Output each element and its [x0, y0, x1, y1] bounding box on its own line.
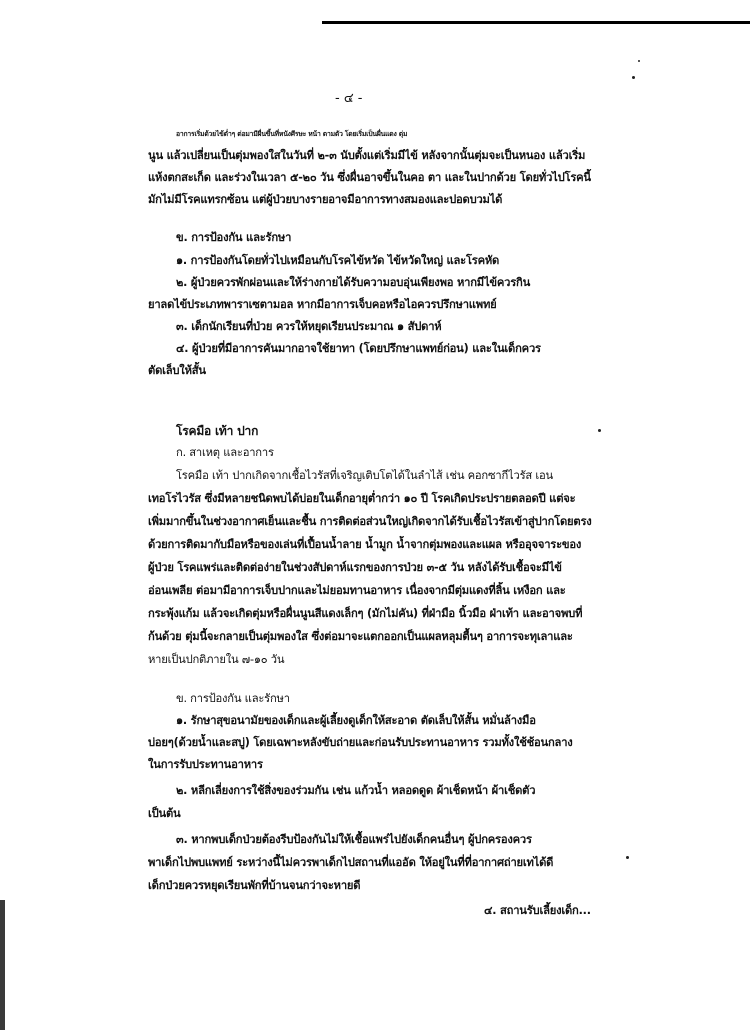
section-heading: ข. การป้องกัน และรักษา [176, 231, 292, 244]
list-item: ๒. ผู้ป่วยควรพักผ่อนและให้ร่างกายได้รับความอบอุ่นเพียงพอ หากมีไข้ควรกิน [176, 276, 531, 289]
text-line: ในการรับประทานอาหาร [148, 758, 263, 771]
text-line: ยาลดไข้ประเภทพาราเซตามอล หากมีอาการเจ็บคอหรือไอควรปรึกษาแพทย์ [148, 298, 497, 311]
text-line: นูน แล้วเปลี่ยนเป็นตุ่มพองใสในวันที่ ๒-๓ นับตั้งแต่เริ่มมีไข้ หลังจากนั้นตุ่มจะเป็นหนอง แล้วเริ่ม [148, 149, 586, 162]
text-line: ก้นด้วย ตุ่มนี้จะกลายเป็นตุ่มพองใส ซึ่งต่อมาจะแตกออกเป็นแผลหลุมตื้นๆ อาการจะทุเลาและ [148, 630, 573, 643]
text-line: พาเด็กไปพบแพทย์ ระหว่างนี้ไม่ควรพาเด็กไปสถานที่แออัด ให้อยู่ในที่ที่อากาศถ่ายเทได้ดี [148, 856, 554, 869]
disease-heading: โรคมือ เท้า ปาก [176, 424, 259, 438]
text-line: เทอโรไวรัส ซึ่งมีหลายชนิดพบได้บ่อยในเด็กอายุต่ำกว่า ๑๐ ปี โรคเกิดประปรายตลอดปี แต่จะ [148, 492, 576, 505]
list-item: ๓. เด็กนักเรียนที่ป่วย ควรให้หยุดเรียนประมาณ ๑ สัปดาห์ [176, 320, 442, 333]
text-line: ด้วยการติดมากับมือหรือของเล่นที่เปื้อนน้ำลาย น้ำมูก น้ำจากตุ่มพองและแผล หรืออุจจาระของ [148, 538, 582, 551]
scan-speck [632, 76, 635, 79]
text-line: อาการเริ่มด้วยไข้ต่ำๆ ต่อมามีผื่นขึ้นที่หนังศีรษะ หน้า ตามตัว โดยเริ่มเป็นผื่นแดง ตุ่ม [176, 130, 408, 138]
list-item: ๑. การป้องกันโดยทั่วไปเหมือนกับโรคไข้หวัด ไข้หวัดใหญ่ และโรคหัด [176, 254, 500, 267]
text-line: เป็นต้น [148, 807, 181, 820]
text-line: หายเป็นปกติภายใน ๗-๑๐ วัน [148, 653, 285, 666]
text-line: กระพุ้งแก้ม แล้วจะเกิดตุ่มหรือผื่นนูนสีแดงเล็กๆ (มักไม่คัน) ที่ฝ่ามือ นิ้วมือ ฝ่าเท้า และอาจพบที่ [148, 607, 583, 620]
scan-speck [638, 60, 640, 62]
list-item: ๔. ผู้ป่วยที่มีอาการคันมากอาจใช้ยาทา (โดยปรึกษาแพทย์ก่อน) และในเด็กควร [176, 342, 541, 355]
continuation-note: ๔. สถานรับเลี้ยงเด็ก... [484, 904, 591, 917]
top-rule [322, 21, 750, 24]
text-line: อ่อนเพลีย ต่อมามีอาการเจ็บปากและไม่ยอมทานอาหาร เนื่องจากมีตุ่มแดงที่ลิ้น เหงือก และ [148, 584, 566, 597]
section-heading: ก. สาเหตุ และอาการ [176, 446, 274, 459]
list-item: ๒. หลีกเลี่ยงการใช้สิ่งของร่วมกัน เช่น แก้วน้ำ หลอดดูด ผ้าเช็ดหน้า ผ้าเช็ดตัว [176, 784, 536, 797]
page-number: - ๔ - [335, 91, 363, 106]
text-line: เพิ่มมากขึ้นในช่วงอากาศเย็นและชื้น การติดต่อส่วนใหญ่เกิดจากได้รับเชื้อไวรัสเข้าสู่ปากโดยตรง [148, 515, 592, 528]
text-line: มักไม่มีโรคแทรกซ้อน แต่ผู้ป่วยบางรายอาจมีอาการทางสมองและปอดบวมได้ [148, 193, 503, 206]
text-line: ตัดเล็บให้สั้น [148, 364, 206, 377]
scan-edge-shadow [0, 900, 5, 1030]
section-heading: ข. การป้องกัน และรักษา [176, 692, 290, 705]
list-item: ๓. หากพบเด็กป่วยต้องรีบป้องกันไม่ให้เชื้อแพร่ไปยังเด็กคนอื่นๆ ผู้ปกครองควร [176, 833, 532, 846]
text-line: แห้งตกสะเก็ด และร่วงในเวลา ๕-๒๐ วัน ซึ่งผื่นอาจขึ้นในคอ ตา และในปากด้วย โดยทั่วไปโรคนี้ [148, 171, 591, 184]
text-line: ผู้ป่วย โรคแพร่และติดต่อง่ายในช่วงสัปดาห์แรกของการป่วย ๓-๕ วัน หลังได้รับเชื้อจะมีไข้ [148, 561, 562, 574]
scan-speck [626, 856, 629, 859]
scan-speck [598, 429, 601, 432]
text-line: โรคมือ เท้า ปากเกิดจากเชื้อไวรัสที่เจริญเติบโตได้ในลำไส้ เช่น คอกซากีไวรัส เอน [176, 469, 553, 482]
list-item: ๑. รักษาสุขอนามัยของเด็กและผู้เลี้ยงดูเด็กให้สะอาด ตัดเล็บให้สั้น หมั่นล้างมือ [176, 714, 536, 727]
text-line: เด็กป่วยควรหยุดเรียนพักที่บ้านจนกว่าจะหายดี [148, 879, 361, 892]
text-line: บ่อยๆ(ด้วยน้ำและสบู่) โดยเฉพาะหลังขับถ่ายและก่อนรับประทานอาหาร รวมทั้งใช้ช้อนกลาง [148, 736, 573, 749]
